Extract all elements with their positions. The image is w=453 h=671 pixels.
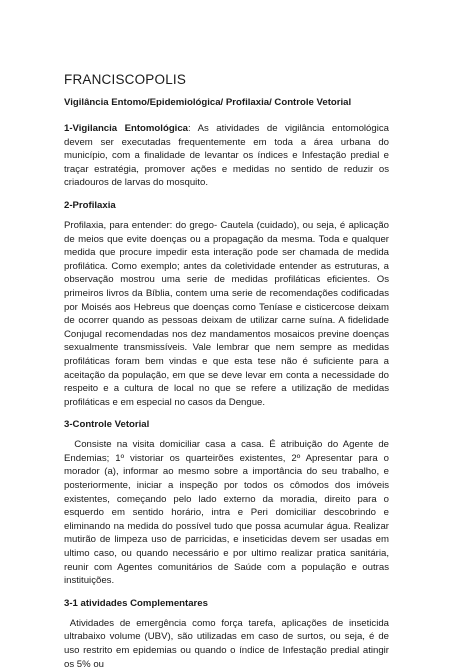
document-subtitle: Vigilância Entomo/Epidemiológica/ Profilaxia/ Controle Vetorial [64, 97, 352, 108]
section-heading-2: 2-Profilaxia [64, 199, 116, 211]
section-text-1: : As atividades de vigilância entomológica devem ser executadas frequentemente em toda a área urbana do município, com a finalidade de levantar os índices e Infestação predial e traçar estratégia, promover ações e medidas no sentido de reduzir os criadouros de larvas do mosquito. [64, 123, 389, 189]
section-text-4: Atividades de emergência como força tarefa, aplicações de inseticida ultrabaixo volume (UBV), são utilizadas em caso de surtos, ou seja, é de uso restrito em epidemias ou quando o índice de Infestação predial atingir os 5% ou [64, 617, 389, 670]
section-heading-4: 3-1 atividades Complementares [64, 597, 208, 609]
section-heading-1: 1-Vigilancia Entomológica [64, 123, 189, 134]
section-paragraph-2: Profilaxia, para entender: do grego- Cautela (cuidado), ou seja, é aplicação de meios que evite doenças ou a propagação da mesma. Toda e qualquer medida que procure impedir esta interação pode ser chamada de medida profilática. Como exemplo; antes da coletividade entender as estruturas, a observação mostrou uma serie de medidas profiláticas eficientes. Os primeiros livros da Bíblia, contem uma serie de recomendações codificadas por Moisés aos Hebreus que doenças como Teníase e cisticercose deixam de ocorrer quando as pessoas deixam de utilizar carne suína. A fidelidade Conjugal recomendadas nos dez mandamentos mosaicos previne doenças sexualmente transmissíveis. Vale lembrar que nem sempre as medidas profiláticas foram bem vindas e que esta tese não é suficiente para a aceitação da população, em que se deve levar em conta a necessidade do respeito e a cultura de local no que se refere a utilização de medidas profiláticas e em especial no casos da Dengue. [64, 219, 389, 408]
page-title: FRANCISCOPOLIS [64, 72, 187, 87]
section-heading-3: 3-Controle Vetorial [64, 419, 150, 431]
section-paragraph-1 [64, 122, 389, 190]
section-paragraph-4 [64, 617, 389, 671]
section-text-3: Consiste na visita domiciliar casa a casa. É atribuição do Agente de Endemias; 1º vistoriar os quarteirões existentes, 2º Apresentar para o morador (a), informar ao mesmo sobre a importância do seu trabalho, e posteriormente, iniciar a inspeção por todos os cômodos dos imóveis existentes, começando pelo lado externo da moradia, direito para o esquerdo em sentido horário, intra e Peri domiciliar descobrindo e eliminando na medida do possível tudo que possa acumular água. Realizar mutirão de limpeza uso de parricidas, e inseticidas devem ser usadas em ultimo caso, ou quando necessário e por ultimo realizar pratica sanitária, reunir com Agentes comunitários de Saúde com a população e outras instituições. [64, 439, 389, 587]
section-paragraph-3 [64, 438, 389, 588]
